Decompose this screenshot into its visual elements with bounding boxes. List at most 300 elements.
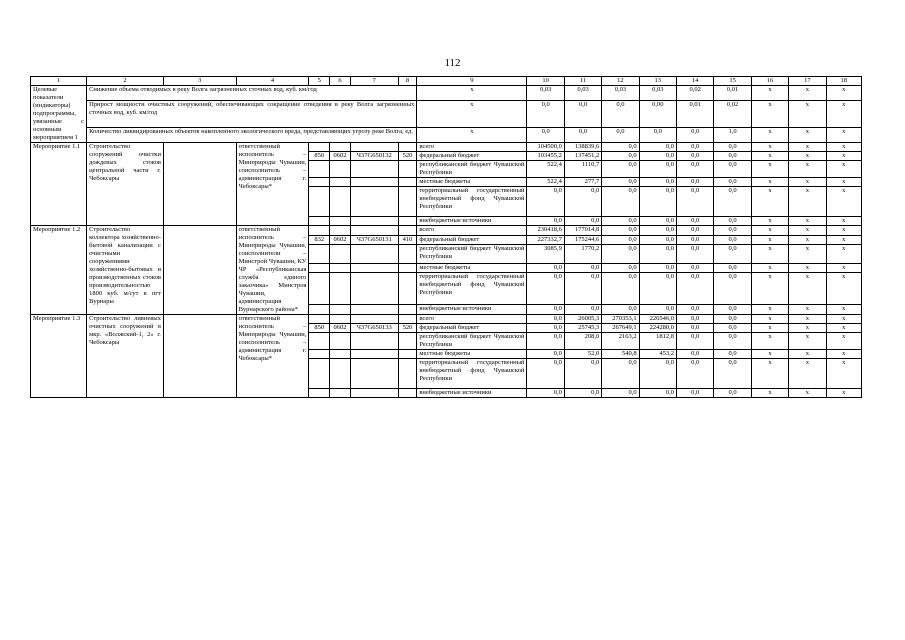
funding-value: x bbox=[826, 235, 861, 245]
funding-value: 0,0 bbox=[527, 389, 564, 398]
funding-source: внебюджетные источники bbox=[417, 217, 527, 226]
funding-value: x bbox=[789, 217, 826, 226]
empty-cell bbox=[309, 315, 330, 324]
measure-id: Мероприятие 1.1 bbox=[31, 143, 87, 226]
indicator-value: 0,02 bbox=[677, 86, 714, 101]
funding-value: 0,0 bbox=[602, 226, 639, 236]
indicator-value: 0,0 bbox=[602, 100, 639, 128]
funding-value: x bbox=[826, 161, 861, 178]
funding-value: 52,0 bbox=[564, 350, 601, 359]
funding-value: 0,0 bbox=[639, 152, 676, 161]
empty-cell bbox=[163, 315, 236, 398]
funding-value: x bbox=[826, 389, 861, 398]
funding-value: 0,0 bbox=[714, 273, 751, 305]
column-number: 8 bbox=[398, 77, 417, 86]
funding-value: 1770,2 bbox=[564, 245, 601, 263]
funding-value: 0,0 bbox=[564, 263, 601, 273]
empty-cell bbox=[330, 187, 351, 217]
funding-value: 0,0 bbox=[527, 273, 564, 305]
column-number: 3 bbox=[163, 77, 236, 86]
funding-value: 26005,3 bbox=[564, 315, 601, 324]
funding-value: x bbox=[826, 245, 861, 263]
empty-cell bbox=[350, 187, 398, 217]
empty-cell bbox=[309, 178, 330, 187]
column-number: 5 bbox=[309, 77, 330, 86]
empty-cell bbox=[330, 350, 351, 359]
indicator-value: 0,0 bbox=[602, 128, 639, 143]
empty-cell bbox=[330, 161, 351, 178]
indicator-value: 0,03 bbox=[527, 86, 564, 101]
empty-cell bbox=[330, 305, 351, 315]
funding-value: 0,0 bbox=[714, 178, 751, 187]
indicator-value: 0,0 bbox=[564, 100, 601, 128]
column-number: 7 bbox=[350, 77, 398, 86]
funding-value: 0,0 bbox=[602, 187, 639, 217]
column-number: 11 bbox=[564, 77, 601, 86]
funding-value: x bbox=[751, 315, 788, 324]
empty-cell bbox=[350, 273, 398, 305]
column-number: 14 bbox=[677, 77, 714, 86]
empty-cell bbox=[350, 315, 398, 324]
empty-cell bbox=[330, 273, 351, 305]
column-number: 9 bbox=[417, 77, 527, 86]
funding-source: федеральный бюджет bbox=[417, 324, 527, 333]
indicator-value: 0,0 bbox=[564, 128, 601, 143]
funding-row bbox=[31, 226, 862, 236]
funding-value: 0,0 bbox=[527, 324, 564, 333]
funding-value: x bbox=[751, 389, 788, 398]
section-code: 0602 bbox=[330, 152, 351, 161]
empty-cell bbox=[309, 389, 330, 398]
funding-value: 0,0 bbox=[602, 152, 639, 161]
empty-cell bbox=[350, 305, 398, 315]
indicator-value: 0,01 bbox=[714, 86, 751, 101]
column-number: 4 bbox=[236, 77, 309, 86]
measure-name: Строительство сооружений очистки дождевых стоков центральной части г. Чебоксары bbox=[87, 143, 164, 226]
funding-value: x bbox=[751, 235, 788, 245]
funding-value: 0,0 bbox=[602, 305, 639, 315]
funding-value: x bbox=[789, 143, 826, 152]
funding-value: 137451,2 bbox=[564, 152, 601, 161]
indicator-value: x bbox=[751, 128, 788, 143]
funding-value: 0,0 bbox=[564, 305, 601, 315]
funding-value: x bbox=[826, 187, 861, 217]
funding-source: республиканский бюджет Чувашской Республики bbox=[417, 245, 527, 263]
column-number: 17 bbox=[789, 77, 826, 86]
funding-value: 3085,9 bbox=[527, 245, 564, 263]
funding-value: 0,0 bbox=[677, 217, 714, 226]
funding-value: 0,0 bbox=[677, 359, 714, 389]
measure-executor: ответственный исполнитель – Минприроды Чувашии, соисполнитель – администрация г. Чебоксары* bbox=[236, 143, 309, 226]
section-code: 0602 bbox=[330, 235, 351, 245]
empty-cell bbox=[350, 226, 398, 236]
header-row bbox=[31, 77, 862, 86]
funding-value: 0,0 bbox=[639, 178, 676, 187]
column-number: 2 bbox=[87, 77, 164, 86]
indicator-value: x bbox=[789, 128, 826, 143]
funding-value: 0,0 bbox=[564, 187, 601, 217]
funding-value: 0,0 bbox=[602, 245, 639, 263]
funding-value: 0,0 bbox=[677, 161, 714, 178]
funding-value: x bbox=[789, 152, 826, 161]
target-indicator-row bbox=[31, 86, 862, 101]
funding-value: 0,0 bbox=[527, 350, 564, 359]
funding-source: территориальный государственный внебюджетный фонд Чувашской Республики bbox=[417, 187, 527, 217]
indicator-value: x bbox=[789, 100, 826, 128]
funding-value: x bbox=[826, 333, 861, 350]
funding-value: 0,0 bbox=[714, 245, 751, 263]
funding-value: x bbox=[789, 263, 826, 273]
funding-source: всего bbox=[417, 315, 527, 324]
funding-value: 0,0 bbox=[527, 305, 564, 315]
empty-cell bbox=[398, 245, 417, 263]
funding-value: x bbox=[789, 315, 826, 324]
funding-value: x bbox=[826, 263, 861, 273]
empty-cell bbox=[330, 359, 351, 389]
funding-value: 0,0 bbox=[714, 161, 751, 178]
funding-value: 0,0 bbox=[602, 263, 639, 273]
indicator-name: Количество ликвидированных объектов накопленного экологического вреда, представляющих угрозу реке Волга, ед. bbox=[87, 128, 417, 143]
funding-value: 0,0 bbox=[639, 143, 676, 152]
empty-cell bbox=[398, 178, 417, 187]
funding-value: x bbox=[789, 273, 826, 305]
empty-cell bbox=[350, 143, 398, 152]
empty-cell bbox=[330, 143, 351, 152]
funding-value: 0,0 bbox=[527, 263, 564, 273]
measure-name: Строительство ливневых очистных сооружений в мкр. «Волжский-1, 2» г. Чебоксары bbox=[87, 315, 164, 398]
empty-cell bbox=[309, 263, 330, 273]
funding-value: 0,0 bbox=[602, 161, 639, 178]
funding-value: 0,0 bbox=[677, 226, 714, 236]
funding-value: 0,0 bbox=[677, 152, 714, 161]
expense-type-code: 410 bbox=[398, 235, 417, 245]
indicator-value: 0,00 bbox=[639, 100, 676, 128]
empty-cell bbox=[398, 305, 417, 315]
funding-source: республиканский бюджет Чувашской Республики bbox=[417, 333, 527, 350]
funding-source: местные бюджеты bbox=[417, 350, 527, 359]
funding-value: x bbox=[751, 217, 788, 226]
empty-cell bbox=[309, 161, 330, 178]
funding-value: x bbox=[826, 217, 861, 226]
funding-value: 0,0 bbox=[714, 389, 751, 398]
empty-cell bbox=[309, 143, 330, 152]
funding-value: 0,0 bbox=[639, 263, 676, 273]
funding-value: 0,0 bbox=[677, 389, 714, 398]
funding-value: 226546,0 bbox=[639, 315, 676, 324]
funding-value: 0,0 bbox=[677, 178, 714, 187]
funding-value: 0,0 bbox=[677, 315, 714, 324]
indicator-value: 0,03 bbox=[564, 86, 601, 101]
funding-value: 0,0 bbox=[602, 235, 639, 245]
funding-source: всего bbox=[417, 226, 527, 236]
empty-cell bbox=[398, 217, 417, 226]
empty-cell bbox=[398, 350, 417, 359]
measure-name: Строительство коллектора хозяйственно-бытовой канализации с очистными сооружениями хозяйственно-бытовых и производственных стоков производительностью 1800 куб. м/сут в пгт Вурнары bbox=[87, 226, 164, 315]
empty-cell bbox=[350, 263, 398, 273]
funding-value: 0,0 bbox=[714, 152, 751, 161]
empty-cell bbox=[398, 273, 417, 305]
funding-value: x bbox=[826, 178, 861, 187]
empty-cell bbox=[350, 333, 398, 350]
funding-value: x bbox=[789, 333, 826, 350]
funding-value: 0,0 bbox=[714, 305, 751, 315]
program-table bbox=[30, 76, 862, 398]
funding-value: x bbox=[789, 350, 826, 359]
funding-value: x bbox=[789, 245, 826, 263]
funding-value: x bbox=[826, 359, 861, 389]
funding-value: 0,0 bbox=[602, 389, 639, 398]
funding-value: 0,0 bbox=[527, 217, 564, 226]
funding-value: x bbox=[789, 235, 826, 245]
funding-value: x bbox=[751, 226, 788, 236]
target-item-code: Ч37G650131 bbox=[350, 235, 398, 245]
empty-cell bbox=[330, 217, 351, 226]
funding-value: 0,0 bbox=[602, 178, 639, 187]
funding-value: 0,0 bbox=[564, 389, 601, 398]
funding-source: территориальный государственный внебюджетный фонд Чувашской Республики bbox=[417, 273, 527, 305]
indicator-unit: x bbox=[417, 86, 527, 101]
measure-id: Мероприятие 1.3 bbox=[31, 315, 87, 398]
column-number: 1 bbox=[31, 77, 87, 86]
funding-value: 0,0 bbox=[564, 359, 601, 389]
funding-value: x bbox=[789, 324, 826, 333]
funding-source: местные бюджеты bbox=[417, 263, 527, 273]
funding-value: 138839,6 bbox=[564, 143, 601, 152]
funding-value: x bbox=[751, 324, 788, 333]
empty-cell bbox=[350, 359, 398, 389]
indicator-name: Снижение объема отводимых в реку Волга загрязненных сточных вод, куб. км/год bbox=[87, 86, 417, 101]
empty-cell bbox=[398, 315, 417, 324]
empty-cell bbox=[309, 359, 330, 389]
funding-value: x bbox=[751, 273, 788, 305]
empty-cell bbox=[330, 333, 351, 350]
funding-value: 0,0 bbox=[602, 359, 639, 389]
column-number: 10 bbox=[527, 77, 564, 86]
empty-cell bbox=[163, 226, 236, 315]
funding-source: федеральный бюджет bbox=[417, 235, 527, 245]
column-number: 15 bbox=[714, 77, 751, 86]
funding-value: 0,0 bbox=[602, 273, 639, 305]
measure-executor: ответственный исполнитель – Минприроды Чувашии, соисполнитель – администрация г. Чебоксары* bbox=[236, 315, 309, 398]
funding-value: 1812,8 bbox=[639, 333, 676, 350]
empty-cell bbox=[398, 359, 417, 389]
expense-type-code: 520 bbox=[398, 152, 417, 161]
indicator-value: 0,03 bbox=[639, 86, 676, 101]
funding-value: 0,0 bbox=[677, 333, 714, 350]
funding-value: x bbox=[789, 226, 826, 236]
funding-value: 0,0 bbox=[639, 389, 676, 398]
funding-value: x bbox=[751, 187, 788, 217]
funding-value: 540,8 bbox=[602, 350, 639, 359]
empty-cell bbox=[398, 226, 417, 236]
funding-source: федеральный бюджет bbox=[417, 152, 527, 161]
funding-value: 175244,6 bbox=[564, 235, 601, 245]
funding-value: 208,0 bbox=[564, 333, 601, 350]
column-number: 6 bbox=[330, 77, 351, 86]
funding-source: всего bbox=[417, 143, 527, 152]
funding-value: x bbox=[751, 152, 788, 161]
funding-value: 0,0 bbox=[714, 217, 751, 226]
indicator-value: 0,0 bbox=[527, 128, 564, 143]
indicator-unit: x bbox=[417, 128, 527, 143]
funding-value: 0,0 bbox=[602, 217, 639, 226]
funding-value: x bbox=[826, 315, 861, 324]
page-number: 112 bbox=[444, 57, 461, 69]
empty-cell bbox=[330, 263, 351, 273]
funding-value: 103455,2 bbox=[527, 152, 564, 161]
funding-source: территориальный государственный внебюджетный фонд Чувашской Республики bbox=[417, 359, 527, 389]
target-item-code: Ч37G650132 bbox=[350, 152, 398, 161]
indicator-value: 0,0 bbox=[677, 128, 714, 143]
funding-value: 0,0 bbox=[639, 161, 676, 178]
funding-source: внебюджетные источники bbox=[417, 305, 527, 315]
empty-cell bbox=[330, 178, 351, 187]
funding-value: 227332,7 bbox=[527, 235, 564, 245]
column-number: 16 bbox=[751, 77, 788, 86]
funding-value: 0,0 bbox=[677, 143, 714, 152]
indicator-name: Прирост мощности очистных сооружений, обеспечивающих сокращение отведения в реку Волга загрязненных сточных вод, куб. км/год bbox=[87, 100, 417, 128]
funding-value: x bbox=[826, 143, 861, 152]
funding-value: 0,0 bbox=[677, 263, 714, 273]
indicator-value: x bbox=[826, 128, 861, 143]
funding-value: 453,2 bbox=[639, 350, 676, 359]
funding-value: 0,0 bbox=[714, 143, 751, 152]
funding-value: 0,0 bbox=[677, 305, 714, 315]
indicator-value: x bbox=[751, 100, 788, 128]
empty-cell bbox=[350, 161, 398, 178]
indicator-value: 0,0 bbox=[527, 100, 564, 128]
funding-row bbox=[31, 143, 862, 152]
empty-cell bbox=[398, 333, 417, 350]
empty-cell bbox=[398, 161, 417, 178]
indicator-value: 0,02 bbox=[714, 100, 751, 128]
empty-cell bbox=[330, 226, 351, 236]
funding-value: 0,0 bbox=[677, 324, 714, 333]
column-number: 13 bbox=[639, 77, 676, 86]
indicator-value: 0,03 bbox=[602, 86, 639, 101]
funding-value: 0,0 bbox=[639, 359, 676, 389]
funding-value: 0,0 bbox=[527, 315, 564, 324]
funding-value: 0,0 bbox=[639, 235, 676, 245]
empty-cell bbox=[309, 333, 330, 350]
funding-value: 0,0 bbox=[564, 273, 601, 305]
funding-value: 277,7 bbox=[564, 178, 601, 187]
funding-value: x bbox=[789, 359, 826, 389]
indicator-value: 1,0 bbox=[714, 128, 751, 143]
funding-value: 522,4 bbox=[527, 178, 564, 187]
funding-value: 2163,2 bbox=[602, 333, 639, 350]
funding-source: республиканский бюджет Чувашской Республики bbox=[417, 161, 527, 178]
funding-value: 0,0 bbox=[714, 324, 751, 333]
funding-value: x bbox=[751, 143, 788, 152]
funding-value: 0,0 bbox=[677, 235, 714, 245]
empty-cell bbox=[330, 389, 351, 398]
funding-value: 270353,1 bbox=[602, 315, 639, 324]
expense-type-code: 520 bbox=[398, 324, 417, 333]
funding-value: x bbox=[751, 359, 788, 389]
measure-executor: ответственный исполнитель – Минприроды Чувашии, соисполнители – Минстрой Чувашии, КУ ЧР «Республиканская служба единого заказчика» Минстроя Чувашии, администрация Вурнарского района* bbox=[236, 226, 309, 315]
target-indicator-row bbox=[31, 100, 862, 128]
target-indicator-row bbox=[31, 128, 862, 143]
empty-cell bbox=[350, 350, 398, 359]
empty-cell bbox=[309, 305, 330, 315]
funding-value: x bbox=[751, 245, 788, 263]
funding-value: 0,0 bbox=[564, 217, 601, 226]
funding-value: 0,0 bbox=[714, 350, 751, 359]
section-code: 0602 bbox=[330, 324, 351, 333]
empty-cell bbox=[350, 217, 398, 226]
funding-value: 0,0 bbox=[714, 235, 751, 245]
funding-value: x bbox=[751, 305, 788, 315]
funding-value: x bbox=[751, 350, 788, 359]
grbs-code: 850 bbox=[309, 152, 330, 161]
funding-value: 0,0 bbox=[602, 143, 639, 152]
funding-value: x bbox=[751, 263, 788, 273]
funding-value: x bbox=[826, 350, 861, 359]
funding-value: 0,0 bbox=[639, 187, 676, 217]
funding-value: 0,0 bbox=[714, 187, 751, 217]
funding-value: x bbox=[789, 187, 826, 217]
empty-cell bbox=[350, 389, 398, 398]
funding-value: 0,0 bbox=[639, 305, 676, 315]
funding-value: 0,0 bbox=[639, 217, 676, 226]
indicator-value: x bbox=[751, 86, 788, 101]
indicator-value: x bbox=[826, 100, 861, 128]
column-number: 18 bbox=[826, 77, 861, 86]
funding-value: 0,0 bbox=[677, 273, 714, 305]
funding-value: x bbox=[826, 152, 861, 161]
grbs-code: 832 bbox=[309, 235, 330, 245]
funding-value: 0,0 bbox=[714, 315, 751, 324]
funding-value: 522,4 bbox=[527, 161, 564, 178]
funding-value: 0,0 bbox=[677, 187, 714, 217]
funding-value: 0,0 bbox=[639, 273, 676, 305]
empty-cell bbox=[163, 143, 236, 226]
targets-label: Целевые показатели (индикаторы) подпрограммы, увязанные с основным мероприятием 1 bbox=[31, 86, 87, 143]
funding-value: x bbox=[751, 178, 788, 187]
funding-value: 0,0 bbox=[677, 350, 714, 359]
funding-source: местные бюджеты bbox=[417, 178, 527, 187]
empty-cell bbox=[309, 217, 330, 226]
grbs-code: 850 bbox=[309, 324, 330, 333]
empty-cell bbox=[350, 245, 398, 263]
funding-value: x bbox=[826, 273, 861, 305]
empty-cell bbox=[350, 178, 398, 187]
funding-value: 224280,0 bbox=[639, 324, 676, 333]
empty-cell bbox=[398, 389, 417, 398]
empty-cell bbox=[330, 315, 351, 324]
funding-value: 267649,1 bbox=[602, 324, 639, 333]
funding-value: x bbox=[826, 324, 861, 333]
empty-cell bbox=[309, 245, 330, 263]
funding-value: 0,0 bbox=[714, 226, 751, 236]
funding-value: x bbox=[751, 161, 788, 178]
funding-value: 25745,3 bbox=[564, 324, 601, 333]
indicator-unit: x bbox=[417, 100, 527, 128]
funding-value: x bbox=[826, 226, 861, 236]
indicator-value: x bbox=[826, 86, 861, 101]
funding-value: 177014,8 bbox=[564, 226, 601, 236]
funding-value: 0,0 bbox=[714, 359, 751, 389]
funding-value: 1110,7 bbox=[564, 161, 601, 178]
funding-row bbox=[31, 315, 862, 324]
funding-value: x bbox=[789, 389, 826, 398]
empty-cell bbox=[309, 350, 330, 359]
funding-value: 0,0 bbox=[714, 333, 751, 350]
column-number: 12 bbox=[602, 77, 639, 86]
funding-value: 0,0 bbox=[714, 263, 751, 273]
funding-value: 0,0 bbox=[527, 187, 564, 217]
